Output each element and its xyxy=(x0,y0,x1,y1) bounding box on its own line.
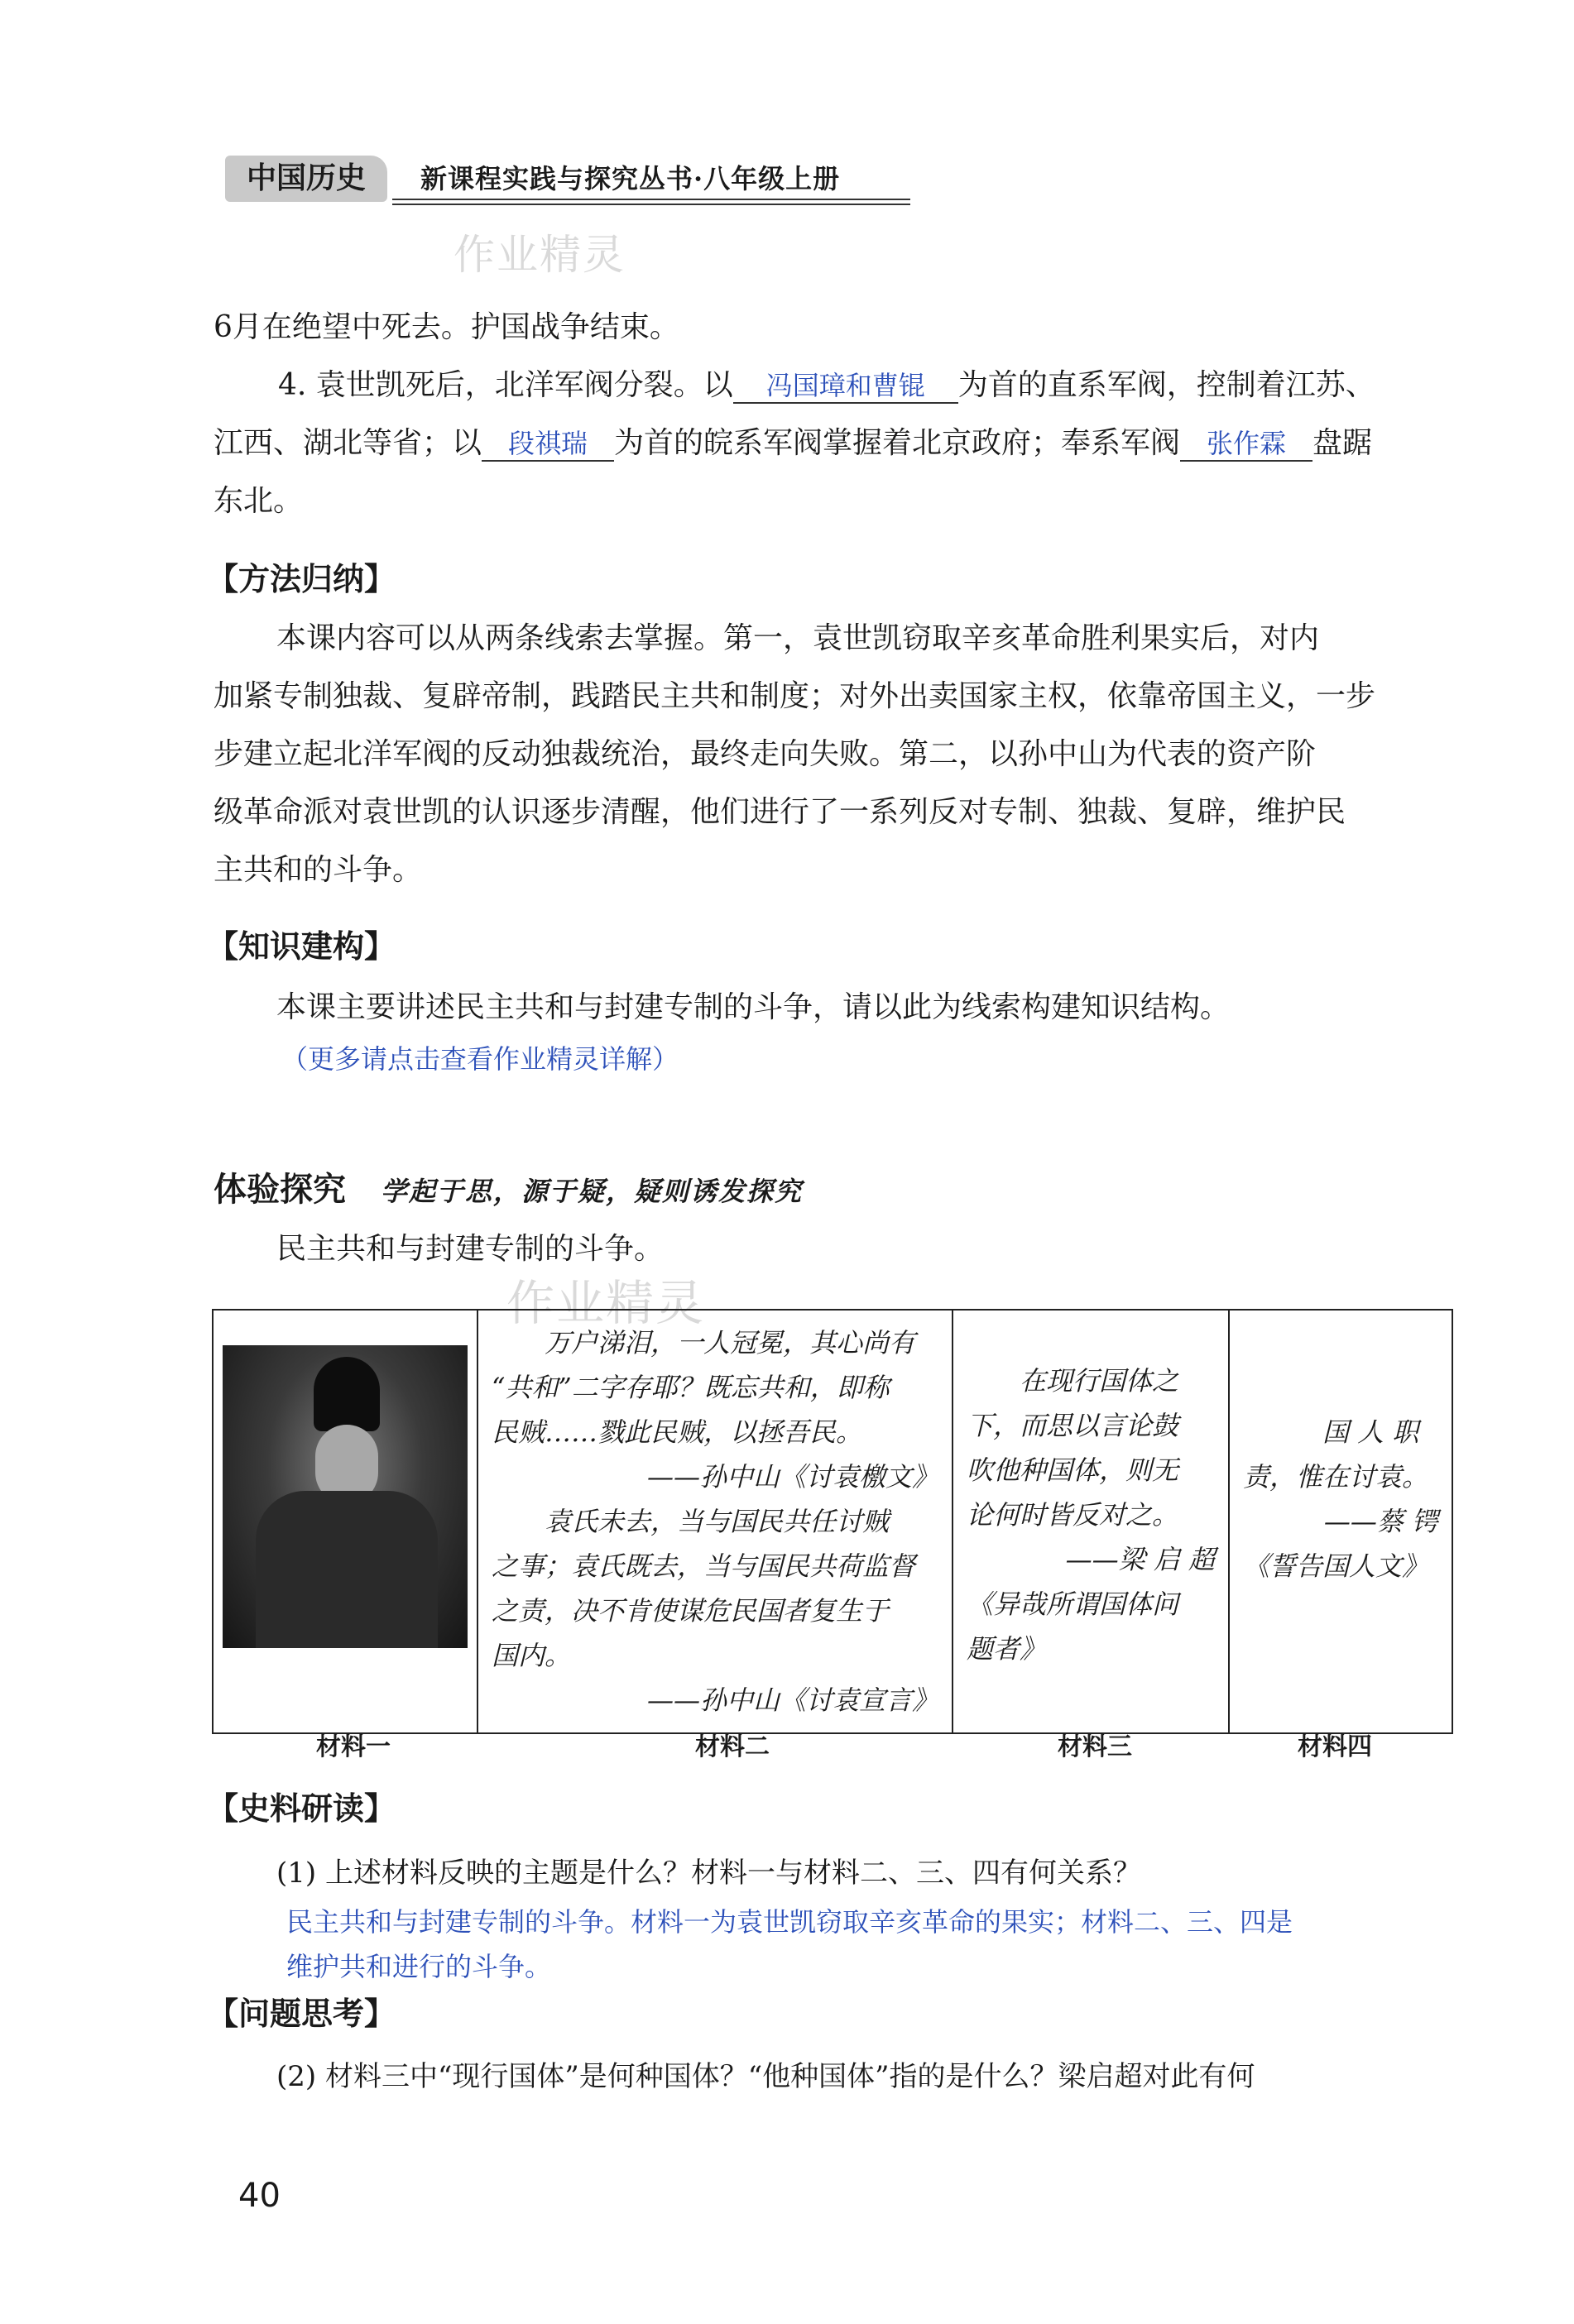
study-heading: 【史料研读】 xyxy=(207,1790,396,1827)
item4-text: 4. 袁世凯死后，北洋军阀分裂。以 xyxy=(278,368,733,402)
portrait-uniform xyxy=(256,1491,438,1648)
method-line: 本课内容可以从两条线索去掌握。第一，袁世凯窃取辛亥革命胜利果实后，对内 xyxy=(276,621,1320,655)
method-heading: 【方法归纳】 xyxy=(207,561,396,597)
method-line: 主共和的斗争。 xyxy=(214,853,423,887)
item4-text: 盘踞 xyxy=(1312,426,1373,460)
quote-line: 国内。 xyxy=(492,1640,572,1671)
materials-table xyxy=(212,1309,1453,1734)
quote-source: ——孙中山《讨袁宣言》 xyxy=(646,1684,938,1716)
more-details-link[interactable]: （更多请点击查看作业精灵详解） xyxy=(281,1043,679,1075)
item4-line2 xyxy=(214,422,1463,465)
quote-line: 在现行国体之 xyxy=(1020,1365,1179,1397)
material-two-cell xyxy=(477,1310,953,1733)
caption-material-three: 材料三 xyxy=(1058,1732,1132,1761)
quote-line: 之责，决不肯使谋危民国者复生于 xyxy=(492,1595,890,1627)
quote-line: 责，惟在讨袁。 xyxy=(1243,1461,1429,1493)
header-rule-bottom xyxy=(392,204,910,205)
header-rule-top xyxy=(392,199,910,200)
intro-line: 6月在绝望中死去。护国战争结束。 xyxy=(214,310,679,344)
answer-1-line: 维护共和进行的斗争。 xyxy=(286,1951,552,1982)
method-line: 步建立起北洋军阀的反动独裁统治，最终走向失败。第二，以孙中山为代表的资产阶 xyxy=(214,737,1317,771)
series-title: 新课程实践与探究丛书·八年级上册 xyxy=(420,163,841,194)
method-line: 加紧专制独裁、复辟帝制，践踏民主共和制度；对外出卖国家主权，依靠帝国主义，一步 xyxy=(214,679,1376,713)
subject-tag: 中国历史 xyxy=(225,156,387,202)
material-three-cell xyxy=(953,1310,1229,1733)
answer-blank-feng: 张作霖 xyxy=(1180,427,1312,462)
quote-source: ——孙中山《讨袁檄文》 xyxy=(646,1461,938,1493)
quote-book: 《誓告国人文》 xyxy=(1243,1550,1429,1582)
quote-book: 《异哉所谓国体问 xyxy=(967,1588,1179,1620)
item4-line3: 东北。 xyxy=(214,484,304,518)
portrait-hat xyxy=(314,1357,380,1431)
think-heading: 【问题思考】 xyxy=(207,1996,396,2032)
quote-line: 之事；袁氏既去，当与国民共荷监督 xyxy=(492,1550,916,1582)
explore-subtitle: 学起于思，源于疑，疑则诱发探究 xyxy=(381,1176,804,1207)
method-line: 级革命派对袁世凯的认识逐步清醒，他们进行了一系列反对专制、独裁、复辟，维护民 xyxy=(214,795,1346,829)
explore-title: 体验探究 xyxy=(214,1171,346,1209)
quote-source: ——梁 启 超 xyxy=(1065,1544,1215,1575)
watermark-top: 作业精灵 xyxy=(453,231,626,279)
quote-book: 题者》 xyxy=(967,1633,1047,1665)
page-number: 40 xyxy=(238,2177,281,2215)
material-one-cell xyxy=(213,1310,477,1733)
quote-line: “共和”二字存耶？既忘共和，即称 xyxy=(492,1372,890,1403)
quote-line: 论何时皆反对之。 xyxy=(967,1499,1179,1531)
question-1: (1) 上述材料反映的主题是什么？材料一与材料二、三、四有何关系？ xyxy=(276,1857,1141,1890)
item4-text: 江西、湖北等省；以 xyxy=(214,426,482,460)
item4-text: 为首的皖系军阀掌握着北京政府；奉系军阀 xyxy=(614,426,1181,460)
quote-line: 袁氏未去，当与国民共任讨贼 xyxy=(545,1506,890,1537)
answer-1-line: 民主共和与封建专制的斗争。材料一为袁世凯窃取辛亥革命的果实；材料二、三、四是 xyxy=(286,1906,1293,1938)
caption-material-one: 材料一 xyxy=(316,1732,391,1761)
quote-line: 万户涕泪，一人冠冕，其心尚有 xyxy=(545,1327,916,1358)
quote-line: 吹他种国体，则无 xyxy=(967,1454,1179,1486)
answer-blank-zhili: 冯国璋和曹锟 xyxy=(733,369,958,404)
knowledge-heading: 【知识建构】 xyxy=(207,928,396,965)
knowledge-text: 本课主要讲述民主共和与封建专制的斗争，请以此为线索构建知识结构。 xyxy=(276,990,1231,1024)
quote-line: 国 人 职 xyxy=(1322,1416,1419,1448)
explore-topic: 民主共和与封建专制的斗争。 xyxy=(276,1232,665,1266)
quote-source: ——蔡 锷 xyxy=(1323,1506,1438,1537)
quote-line: 下，而思以言论鼓 xyxy=(967,1410,1179,1441)
item4-line1 xyxy=(278,364,1470,407)
quote-line: 民贼……戮此民贼，以拯吾民。 xyxy=(492,1416,863,1448)
caption-material-two: 材料二 xyxy=(695,1732,770,1761)
yuan-shikai-portrait xyxy=(223,1345,468,1648)
material-four-cell xyxy=(1229,1310,1452,1733)
question-2: (2) 材料三中“现行国体”是何种国体？“他种国体”指的是什么？梁启超对此有何 xyxy=(276,2060,1255,2093)
watermark-middle: 作业精灵 xyxy=(506,1275,706,1331)
item4-text: 为首的直系军阀，控制着江苏、 xyxy=(957,368,1375,402)
caption-material-four: 材料四 xyxy=(1298,1732,1372,1761)
answer-blank-wan: 段祺瑞 xyxy=(482,427,614,462)
